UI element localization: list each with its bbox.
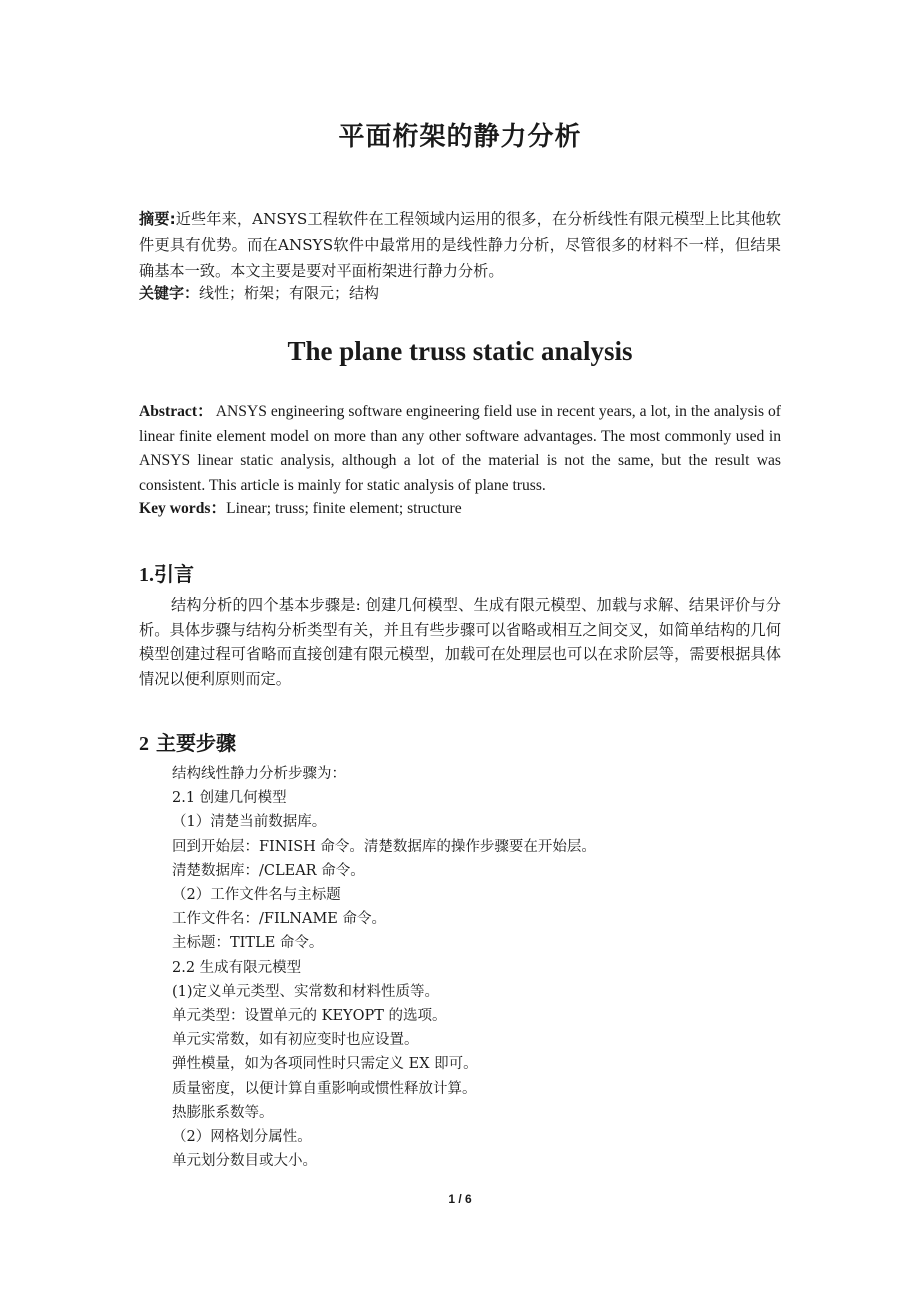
step-line: 工作文件名：/FILNAME 命令。: [172, 911, 387, 928]
section-2-step-list: [172, 762, 596, 1173]
step-line: 回到开始层：FINISH 命令。清楚数据库的操作步骤要在开始层。: [172, 838, 596, 855]
step-line: 热膨胀系数等。: [172, 1104, 274, 1121]
section-2-title: 主要步骤: [155, 731, 236, 755]
chinese-abstract-label: 摘要:: [139, 210, 176, 228]
english-title: The plane truss static analysis: [287, 336, 633, 366]
step-line: 质量密度，以便计算自重影响或惯性释放计算。: [172, 1080, 477, 1097]
english-abstract-text: ANSYS engineering software engineering field use in recent years, a lot, in the analysis of linear finite element model on more than any other software advantages. The most commonly used in ANSYS linear static analysis, although a lot of the material is not the same, but the result was consistent. This article is mainly for static analysis of plane truss.: [139, 403, 781, 494]
chinese-abstract: [139, 206, 781, 284]
english-keywords-label: Key words：: [139, 500, 227, 517]
page-number: 1 / 6: [448, 1192, 472, 1206]
step-line: （2）工作文件名与主标题: [172, 887, 341, 904]
section-2-number: 2: [139, 733, 149, 755]
chinese-keywords-label: 关键字：: [139, 284, 200, 302]
chinese-title: 平面桁架的静力分析: [338, 122, 582, 152]
step-line: 主标题：TITLE 命令。: [172, 935, 324, 952]
step-line: 单元实常数，如有初应变时也应设置。: [172, 1032, 419, 1049]
step-line: 2.2 生成有限元模型: [172, 959, 302, 976]
section-1-title: 引言: [154, 562, 194, 586]
section-1-paragraph: 结构分析的四个基本步骤是: 创建几何模型、生成有限元模型、加载与求解、结果评价与分析。具体步骤与结构分析类型有关，并且有些步骤可以省略或相互之间交叉，如简单结构的几何模型创建过程可省略而直接创建有限元模型，加载可在处理层也可以在求阶层等，需要根据具体情况以便利原则而定。: [139, 596, 781, 688]
step-line: 清楚数据库：/CLEAR 命令。: [172, 862, 365, 879]
section-1-number: 1.: [139, 564, 154, 586]
step-line: （2）网格划分属性。: [172, 1129, 312, 1146]
section-1-heading: [139, 558, 194, 587]
step-line: 2.1 创建几何模型: [172, 790, 287, 807]
chinese-keywords: [139, 281, 379, 305]
step-line: （1）清楚当前数据库。: [172, 814, 327, 831]
step-line: 单元类型：设置单元的 KEYOPT 的选项。: [172, 1008, 447, 1025]
english-keywords-text: Linear; truss; finite element; structure: [226, 500, 462, 517]
english-keywords: [139, 497, 462, 521]
step-line: 结构线性静力分析步骤为：: [172, 766, 346, 782]
english-abstract: [139, 400, 781, 498]
section-2-heading: [139, 727, 236, 756]
step-line: 单元划分数目或大小。: [172, 1153, 317, 1170]
step-line: (1)定义单元类型、实常数和材料性质等。: [172, 983, 440, 1000]
chinese-keywords-text: 线性；桁架；有限元；结构: [199, 284, 380, 302]
chinese-abstract-text: 近些年来，ANSYS工程软件在工程领域内运用的很多，在分析线性有限元模型上比其他软件更具有优势。而在ANSYS软件中最常用的是线性静力分析，尽管很多的材料不一样，但结果确基本一致。本文主要是要对平面桁架进行静力分析。: [139, 210, 781, 280]
english-abstract-label: Abstract：: [139, 403, 213, 420]
step-line: 弹性模量，如为各项同性时只需定义 EX 即可。: [172, 1056, 478, 1073]
